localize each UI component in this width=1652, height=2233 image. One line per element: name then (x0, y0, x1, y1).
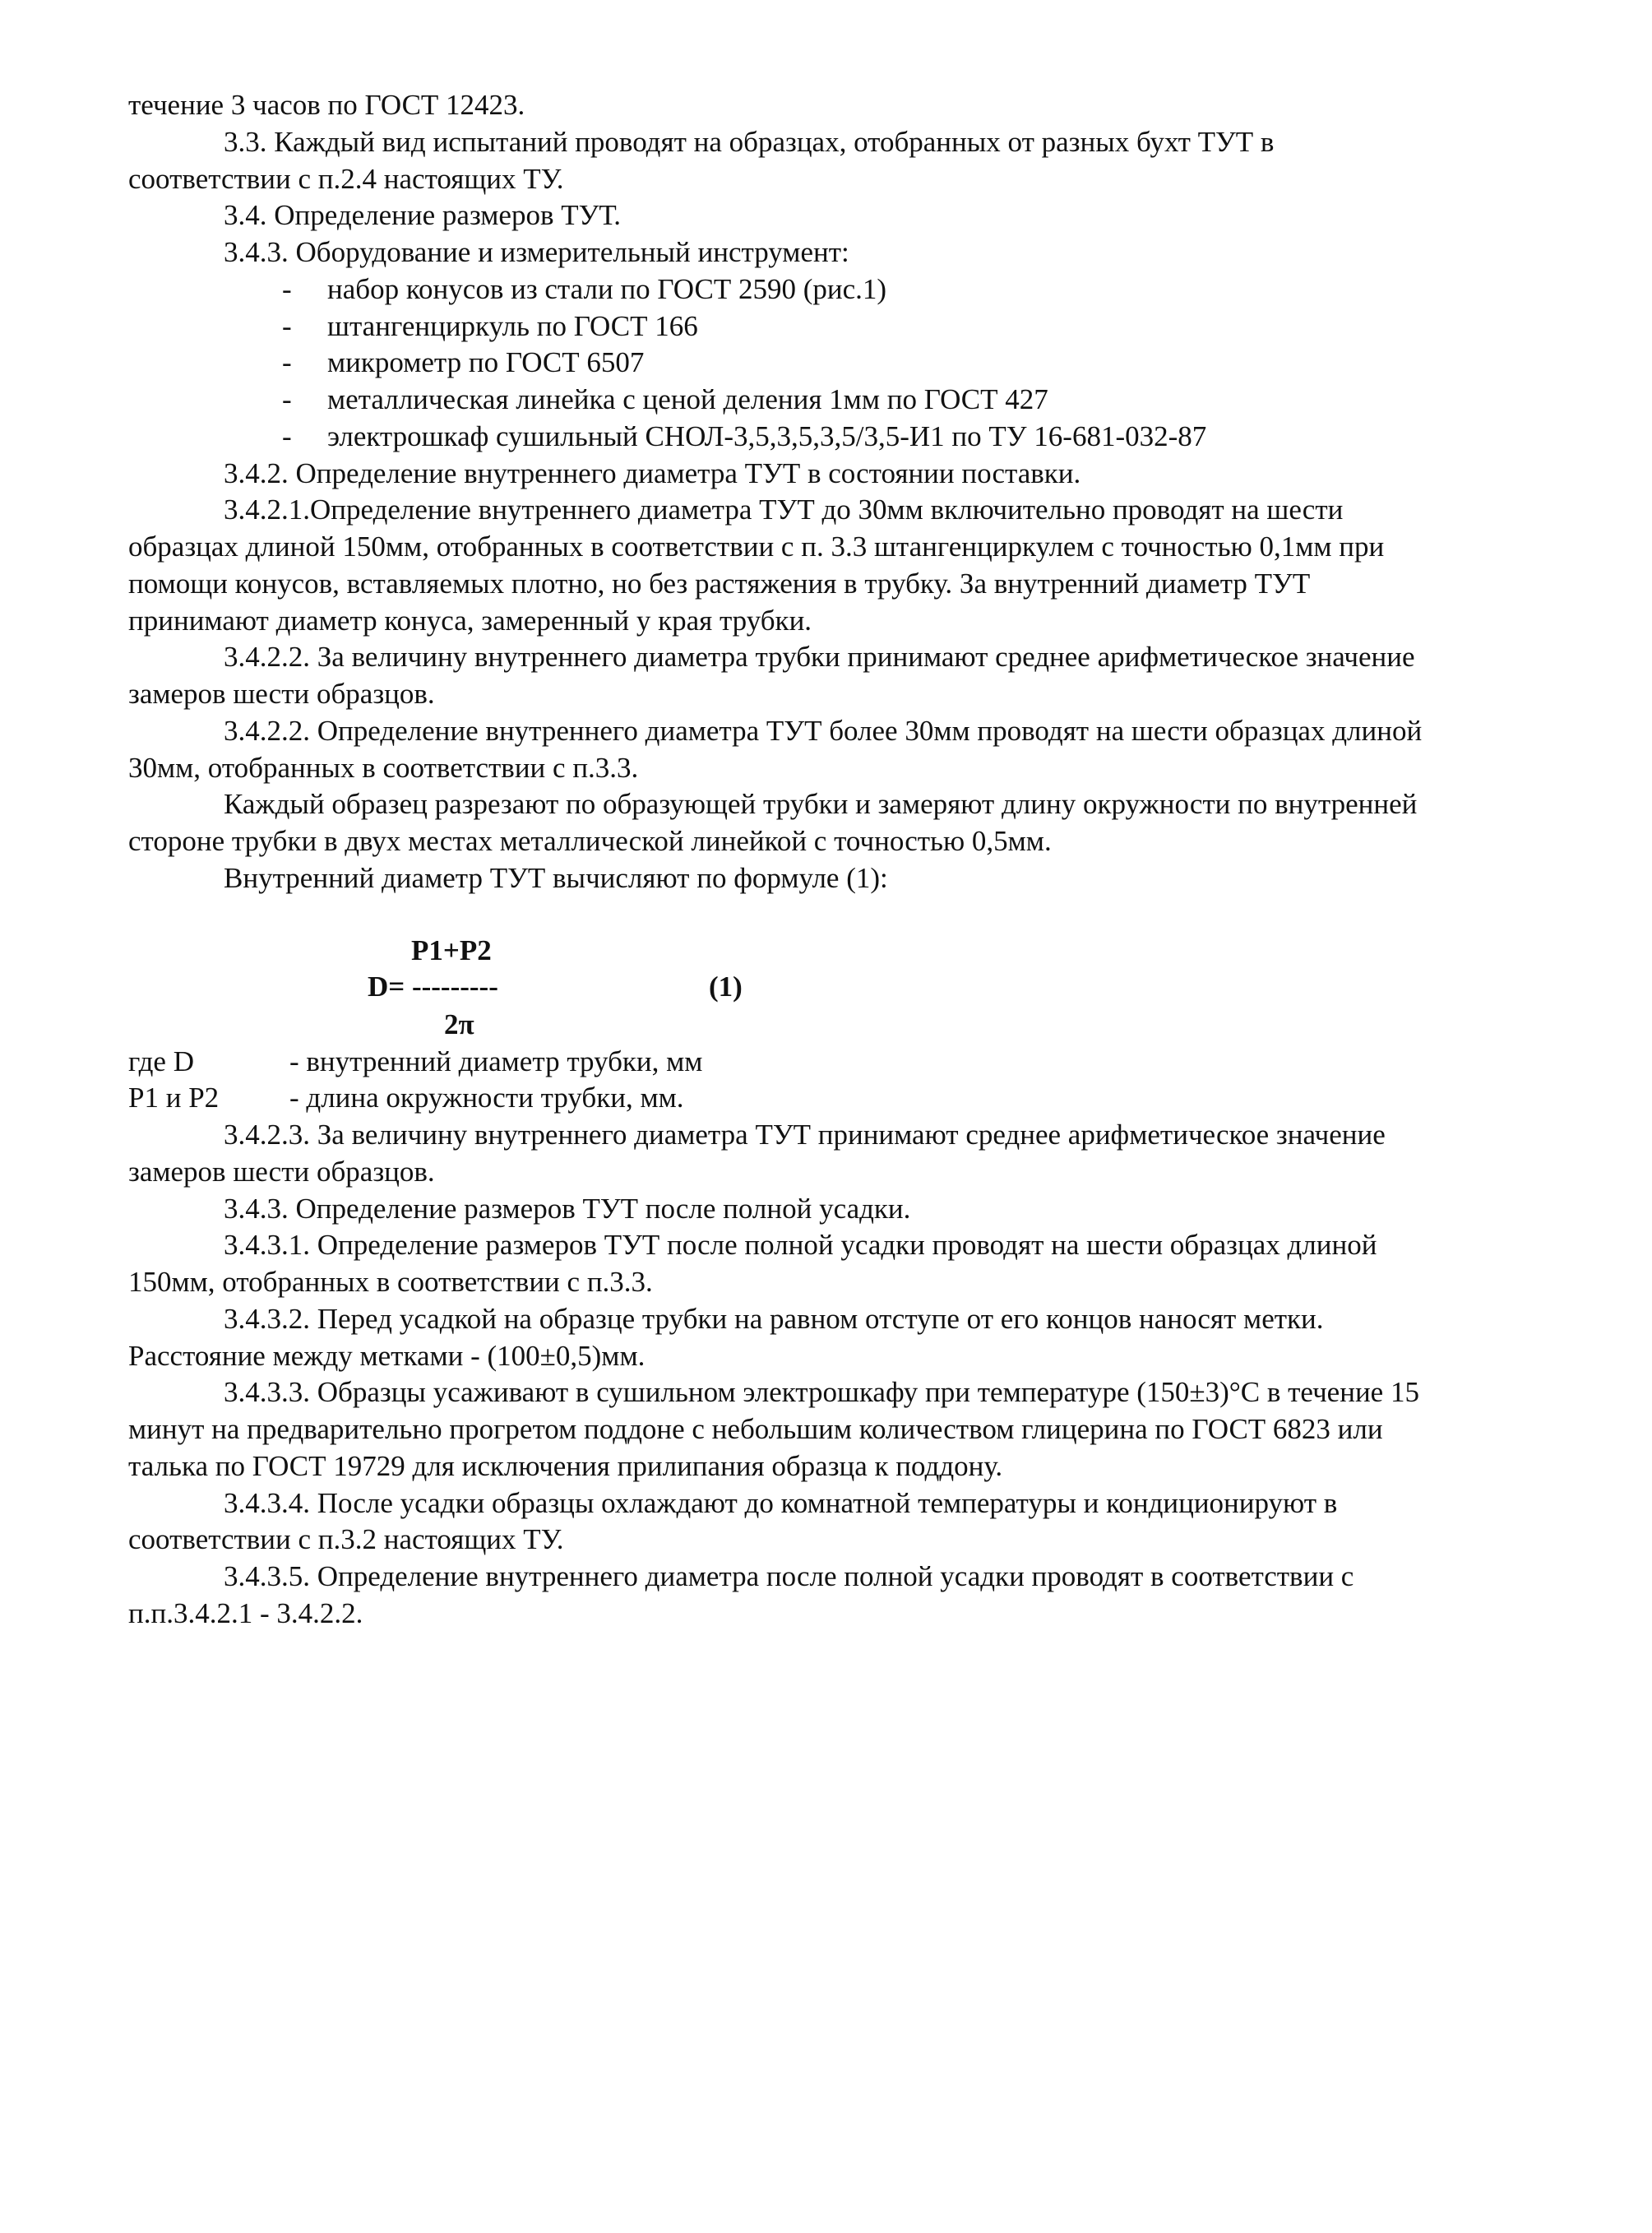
text-line: минут на предварительно прогретом поддоне с небольшим количеством глицерина по ГОСТ 6823 или (128, 1413, 1383, 1445)
list-bullet: - (282, 310, 292, 342)
text-line: Расстояние между метками - (100±0,5)мм. (128, 1340, 646, 1372)
section-heading: 3.4.3. Оборудование и измерительный инструмент: (224, 236, 849, 268)
section-heading: 3.4.2. Определение внутреннего диаметра ТУТ в состоянии поставки. (224, 457, 1081, 489)
list-item: электрошкаф сушильный СНОЛ-3,5,3,5,3,5/3,5-И1 по ТУ 16-681-032-87 (327, 420, 1207, 452)
section-heading: 3.4. Определение размеров ТУТ. (224, 199, 622, 231)
text-line: 3.4.2.3. За величину внутреннего диаметра ТУТ принимают среднее арифметическое значение (224, 1119, 1386, 1151)
list-bullet: - (282, 273, 292, 305)
list-item: штангенциркуль по ГОСТ 166 (327, 310, 698, 342)
list-item: набор конусов из стали по ГОСТ 2590 (рис.1) (327, 273, 887, 305)
formula-numerator: P1+P2 (411, 934, 492, 966)
formula-lhs (368, 971, 498, 1003)
text-line: 3.4.3.5. Определение внутреннего диаметра после полной усадки проводят в соответствии с (224, 1560, 1354, 1592)
list-bullet: - (282, 346, 292, 378)
text-line: образцах длиной 150мм, отобранных в соответствии с п. 3.3 штангенциркулем с точностью 0,1мм при (128, 530, 1385, 563)
text-line: принимают диаметр конуса, замеренный у края трубки. (128, 605, 812, 637)
text-line: 3.4.3.2. Перед усадкой на образце трубки на равном отступе от его концов наносят метки. (224, 1303, 1324, 1335)
text-line: п.п.3.4.2.1 - 3.4.2.2. (128, 1597, 363, 1629)
text-line: помощи конусов, вставляемых плотно, но без растяжения в трубку. За внутренний диаметр ТУТ (128, 568, 1311, 600)
section-heading: 3.4.3. Определение размеров ТУТ после полной усадки. (224, 1193, 911, 1225)
text-line: соответствии с п.3.2 настоящих ТУ. (128, 1523, 564, 1555)
text-line: Внутренний диаметр ТУТ вычисляют по формуле (1): (224, 862, 888, 894)
formula-symbol: P1 и P2 (128, 1082, 220, 1114)
text-line: 3.4.3.4. После усадки образцы охлаждают до комнатной температуры и кондиционируют в (224, 1487, 1338, 1519)
list-bullet: - (282, 383, 292, 415)
text-line: 3.4.2.2. Определение внутреннего диаметра ТУТ более 30мм проводят на шести образцах длиной (224, 715, 1423, 747)
text-line: замеров шести образцов. (128, 1156, 435, 1188)
text-line: соответствии с п.2.4 настоящих ТУ. (128, 163, 564, 195)
text-line: 3.3. Каждый вид испытаний проводят на образцах, отобранных от разных бухт ТУТ в (224, 126, 1275, 158)
text-line: талька по ГОСТ 19729 для исключения прилипания образца к поддону. (128, 1450, 1003, 1482)
formula-lhs-text: D= -------- (368, 971, 489, 1003)
formula-symbol-desc: - внутренний диаметр трубки, мм (289, 1045, 703, 1077)
text-line: течение 3 часов по ГОСТ 12423. (128, 89, 525, 121)
formula-denominator: 2π (444, 1008, 474, 1040)
formula-symbol-desc: - длина окружности трубки, мм. (289, 1082, 684, 1114)
formula-symbol: где D (128, 1045, 194, 1077)
text-line: 150мм, отобранных в соответствии с п.3.3. (128, 1266, 653, 1298)
list-item: металлическая линейка с ценой деления 1мм по ГОСТ 427 (327, 383, 1048, 415)
text-line: замеров шести образцов. (128, 678, 435, 710)
text-line: стороне трубки в двух местах металлической линейкой с точностью 0,5мм. (128, 825, 1052, 857)
formula-dash-tail: - (488, 971, 498, 1003)
text-line: 3.4.3.3. Образцы усаживают в сушильном электрошкафу при температуре (150±3)°С в течение 15 (224, 1376, 1419, 1408)
text-line: 3.4.3.1. Определение размеров ТУТ после полной усадки проводят на шести образцах длиной (224, 1229, 1377, 1261)
text-line: 3.4.2.2. За величину внутреннего диаметра трубки принимают среднее арифметическое значение (224, 641, 1415, 673)
text-line: 30мм, отобранных в соответствии с п.3.3. (128, 752, 639, 784)
list-item: микрометр по ГОСТ 6507 (327, 346, 645, 378)
formula-number: (1) (709, 971, 743, 1003)
text-line: Каждый образец разрезают по образующей трубки и замеряют длину окружности по внутренней (224, 788, 1418, 820)
list-bullet: - (282, 420, 292, 452)
text-line: 3.4.2.1.Определение внутреннего диаметра ТУТ до 30мм включительно проводят на шести (224, 493, 1344, 526)
